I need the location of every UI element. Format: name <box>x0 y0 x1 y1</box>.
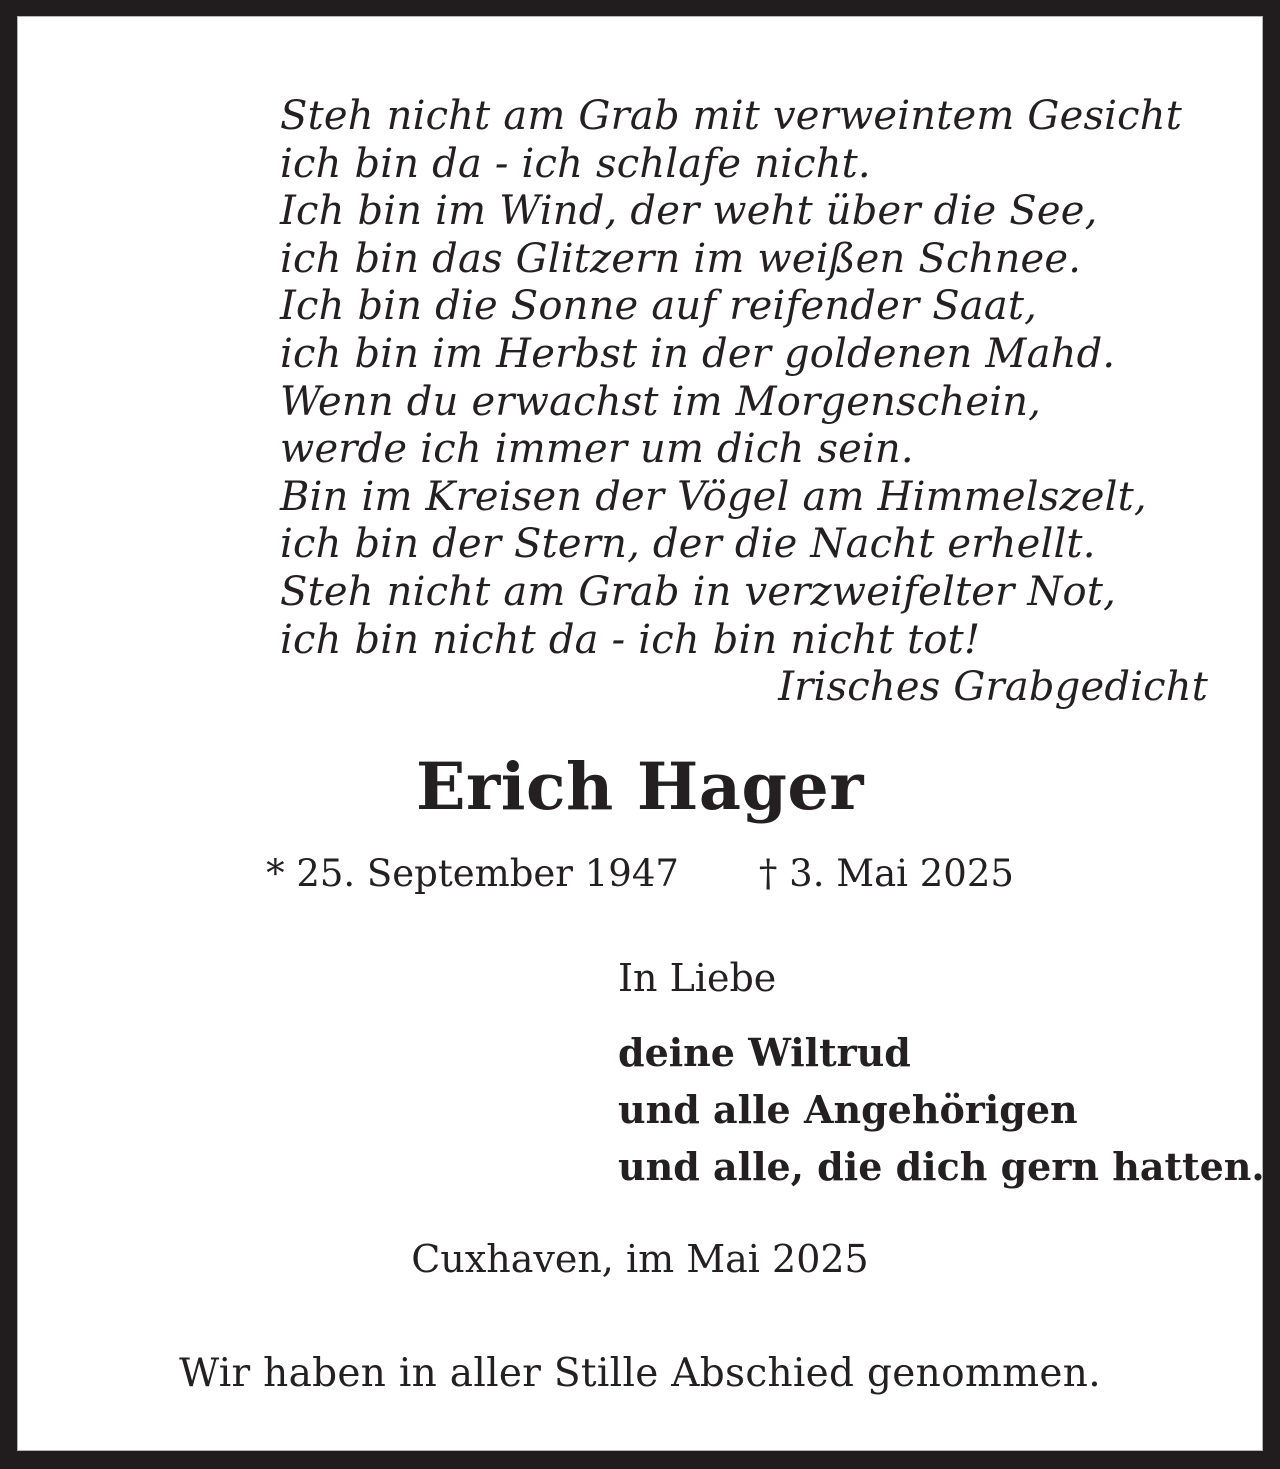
notice-panel <box>17 16 1263 1451</box>
poem-line: Bin im Kreisen der Vögel am Himmelszelt, <box>280 473 1147 520</box>
death-date: † 3. Mai 2025 <box>758 852 1014 895</box>
poem-line: ich bin im Herbst in der goldenen Mahd. <box>280 330 1116 377</box>
place-date: Cuxhaven, im Mai 2025 <box>411 1237 869 1281</box>
memorial-poem <box>280 93 1208 712</box>
mourner-line: und alle, die dich gern hatten. <box>618 1143 1265 1189</box>
poem-line: Steh nicht am Grab in verzweifelter Not, <box>280 568 1117 615</box>
birth-date: * 25. September 1947 <box>266 852 679 895</box>
poem-line: ich bin da - ich schlafe nicht. <box>280 140 871 187</box>
mourner-line: deine Wiltrud <box>618 1029 911 1075</box>
poem-line: ich bin nicht da - ich bin nicht tot! <box>280 616 981 663</box>
salutation: In Liebe <box>618 956 777 1000</box>
poem-line: werde ich immer um dich sein. <box>280 426 914 473</box>
deceased-name: Erich Hager <box>415 749 865 825</box>
poem-line: ich bin das Glitzern im weißen Schnee. <box>280 235 1082 282</box>
poem-line: ich bin der Stern, der die Nacht erhellt. <box>280 521 1096 568</box>
poem-line: Wenn du erwachst im Morgenschein, <box>280 378 1042 425</box>
poem-line: Ich bin im Wind, der weht über die See, <box>280 188 1098 235</box>
closing-block <box>618 955 1265 1195</box>
life-dates <box>18 850 1262 898</box>
farewell-line: Wir haben in aller Stille Abschied genommen. <box>179 1351 1101 1396</box>
mourner-line: und alle Angehörigen <box>618 1086 1078 1132</box>
poem-attribution: Irisches Grabgedicht <box>778 664 1208 711</box>
mourners-list <box>618 1024 1265 1195</box>
poem-line: Steh nicht am Grab mit verweintem Gesicht <box>280 93 1183 139</box>
poem-line: Ich bin die Sonne auf reifender Saat, <box>280 283 1038 330</box>
